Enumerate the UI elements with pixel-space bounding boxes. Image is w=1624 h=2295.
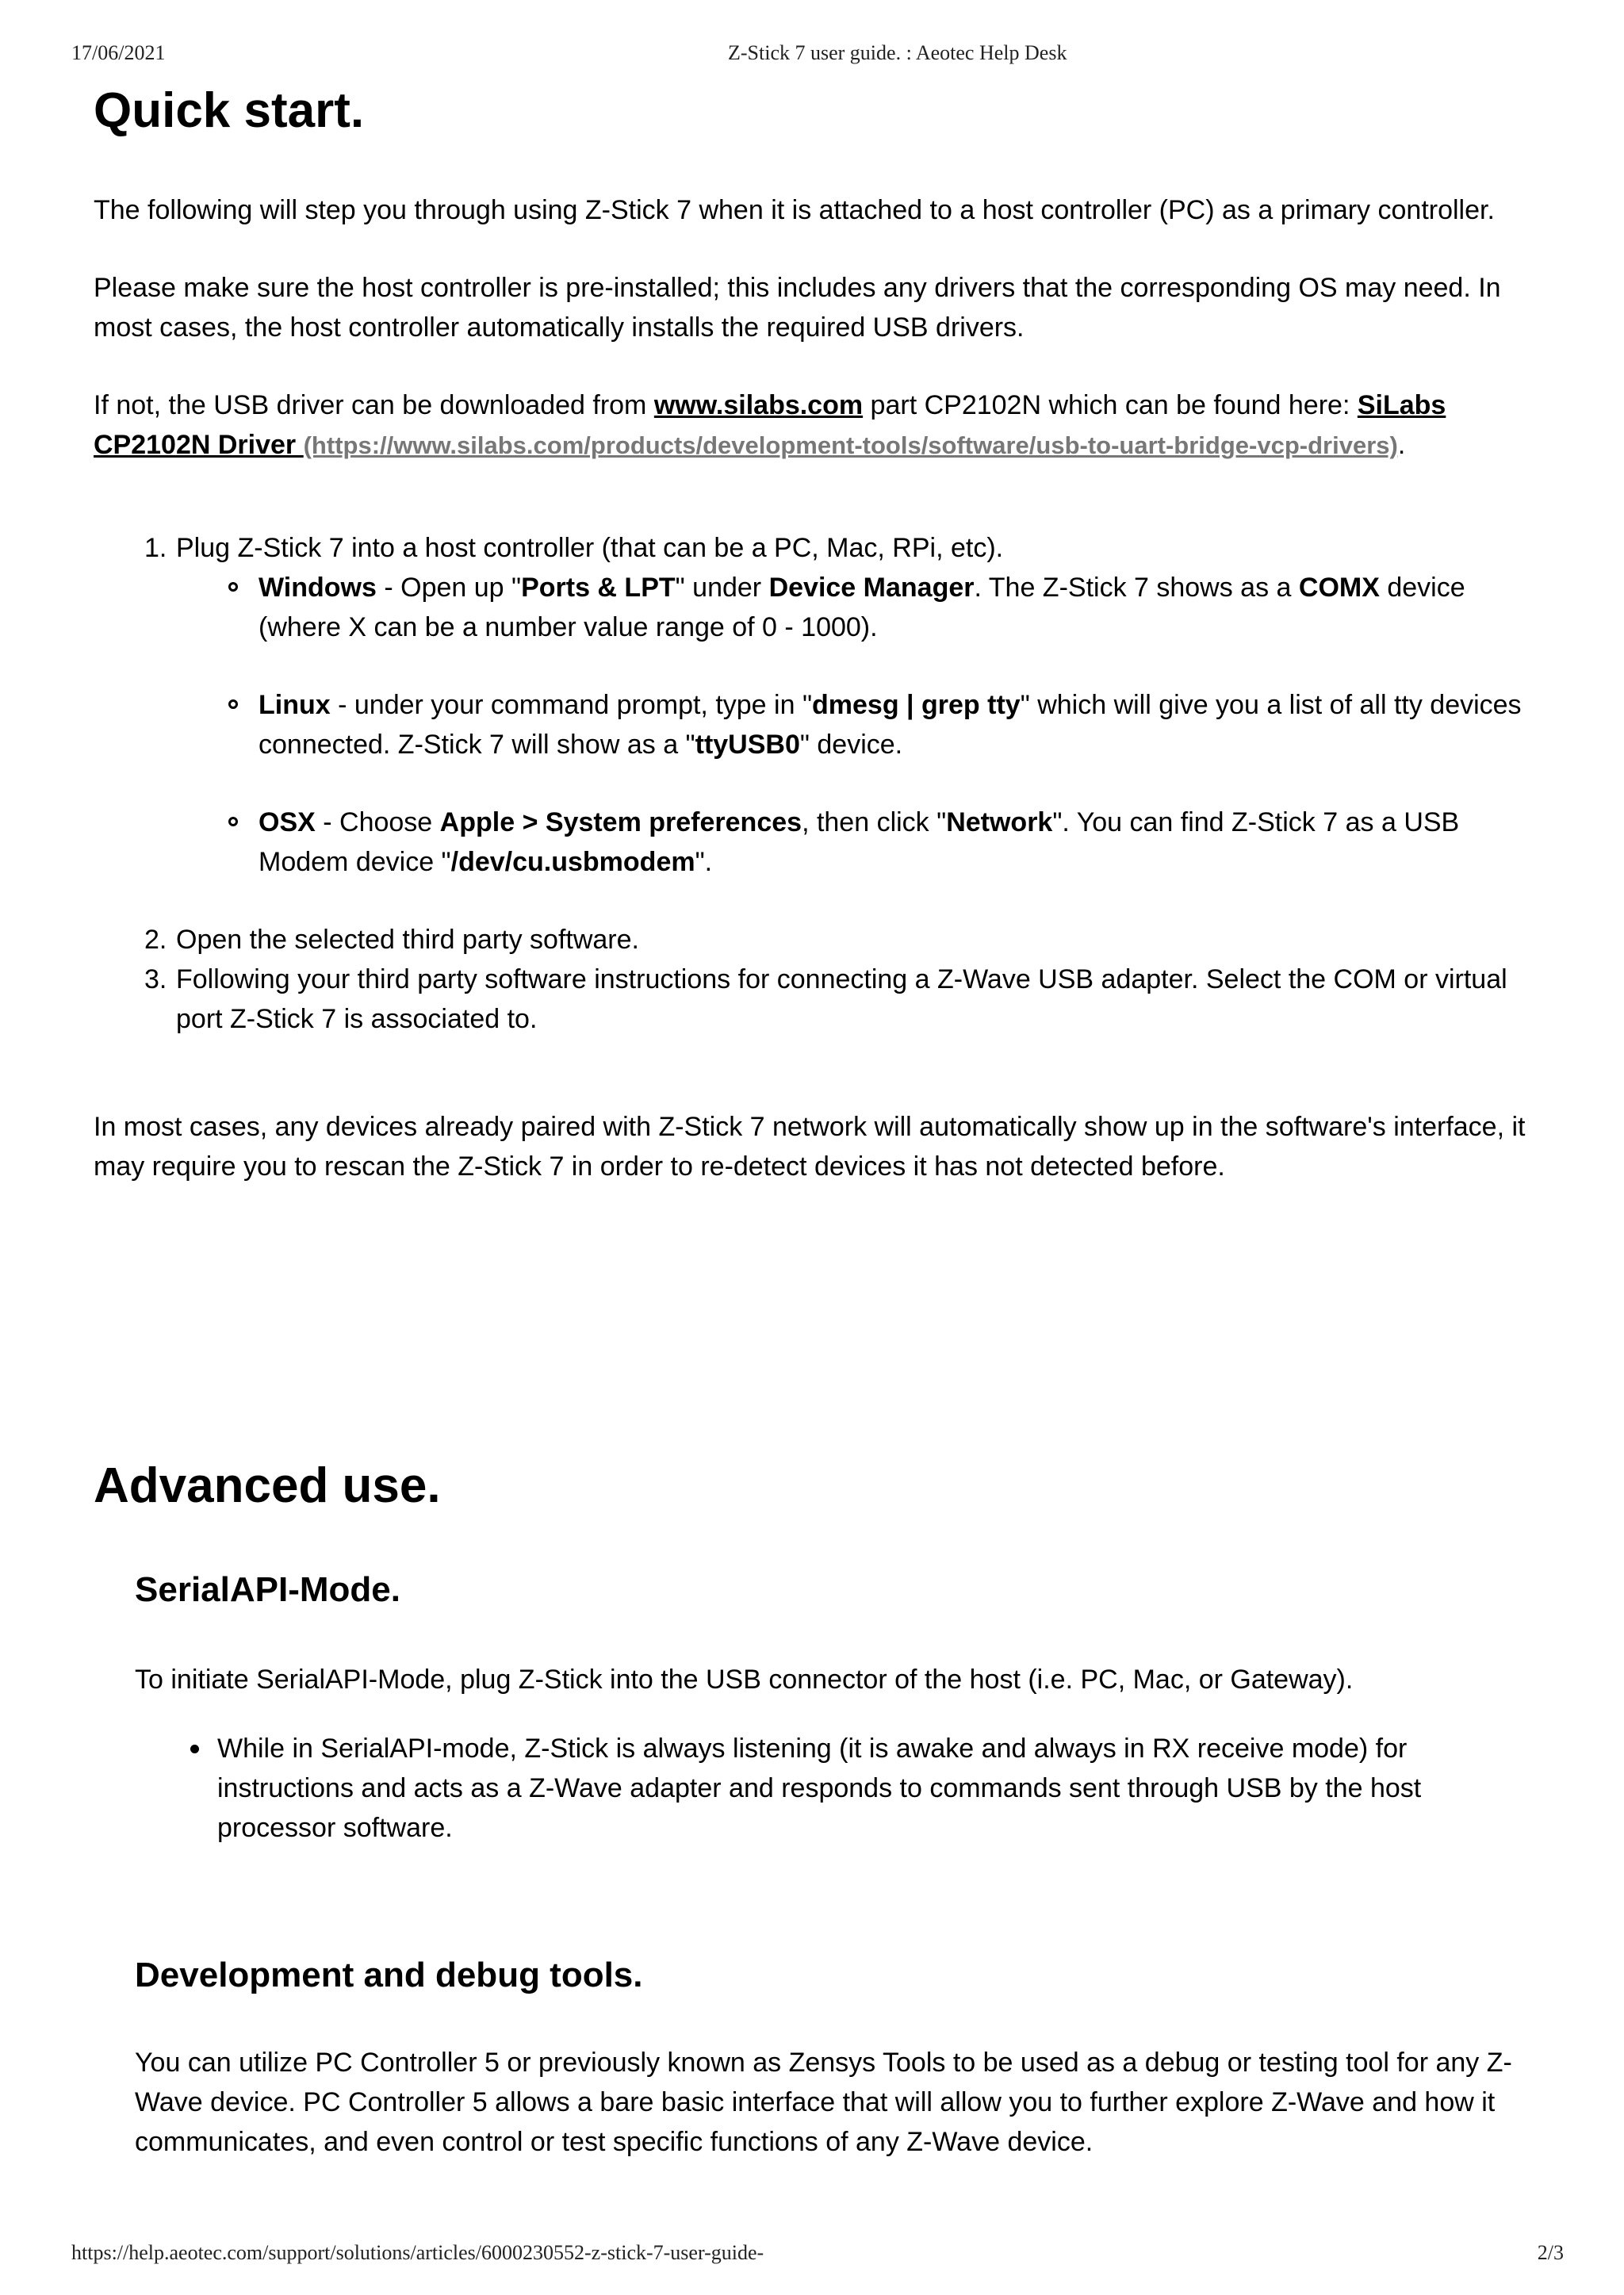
bold-term: /dev/cu.usbmodem (450, 847, 695, 877)
print-page-title: Z-Stick 7 user guide. : Aeotec Help Desk (728, 41, 1067, 64)
text: ". (695, 847, 713, 877)
bold-term: dmesg | grep tty (812, 690, 1021, 720)
text: ". You can find Z-Stick 7 as a USB Modem device " (259, 807, 1460, 877)
advanced-use-heading: Advanced use. (94, 1458, 441, 1513)
print-footer-url: https://help.aeotec.com/support/solutions/articles/6000230552-z-stick-7-user-guide- (71, 2241, 764, 2264)
os-name: Linux (259, 690, 331, 720)
dev-tools-paragraph: You can utilize PC Controller 5 or previously known as Zensys Tools to be used as a debug or testing tool for any Z-Wave device. PC Controller 5 allows a bare basic interface that will allow you to further explore Z-Wave and how it communicates, and even control or test specific functions of any Z-Wave device. (135, 2048, 1512, 2157)
text: - under your command prompt, type in " (330, 690, 813, 720)
list-item (94, 920, 1545, 960)
quick-start-heading: Quick start. (94, 83, 365, 138)
serialapi-intro: To initiate SerialAPI-Mode, plug Z-Stick into the USB connector of the host (i.e. PC, Mac, or Gateway). (135, 1665, 1354, 1695)
dev-tools-heading: Development and debug tools. (135, 1956, 643, 1994)
bold-term: Device Manager (768, 573, 975, 603)
preinstall-paragraph: Please make sure the host controller is pre-installed; this includes any drivers that the corresponding OS may need. In most cases, the host controller automatically installs the required USB drivers. (94, 273, 1501, 343)
page-number: 2/3 (1537, 2241, 1564, 2264)
text: " under (675, 573, 769, 603)
os-item-linux (176, 685, 1545, 764)
driver-suffix: . (1397, 430, 1406, 460)
text: . The Z-Stick 7 shows as a (974, 573, 1299, 603)
bullet-icon (190, 1745, 199, 1753)
quick-start-intro: The following will step you through using Z-Stick 7 when it is attached to a host controller (PC) as a primary controller. (94, 195, 1495, 225)
text: " device. (799, 730, 903, 760)
os-name: OSX (259, 807, 316, 837)
step-number: 1. (144, 533, 167, 563)
driver-prefix: If not, the USB driver can be downloaded from (94, 390, 654, 420)
os-item-osx (176, 803, 1545, 882)
text: - Open up " (376, 573, 522, 603)
bold-term: ttyUSB0 (695, 730, 800, 760)
print-date: 17/06/2021 (71, 41, 166, 64)
silabs-link[interactable]: www.silabs.com (653, 390, 864, 420)
step-number: 2. (144, 925, 167, 955)
driver-middle: part CP2102N which can be found here: (863, 390, 1358, 420)
text: - Choose (315, 807, 440, 837)
os-instructions-list (176, 568, 1545, 882)
step-text: Plug Z-Stick 7 into a host controller (that can be a PC, Mac, RPi, etc). (176, 533, 1004, 563)
silabs-driver-url[interactable]: (https://www.silabs.com/products/development-tools/software/usb-to-uart-bridge-vcp-drivers) (303, 431, 1398, 459)
step-text: Open the selected third party software. (176, 925, 639, 955)
list-item (135, 1729, 1546, 1848)
text: , then click " (802, 807, 947, 837)
silabs-driver-link[interactable]: SiLabs CP2102N Driver (94, 390, 1446, 460)
os-item-windows (176, 568, 1545, 647)
bold-term: Ports & LPT (521, 573, 676, 603)
os-name: Windows (259, 573, 377, 603)
closing-paragraph: In most cases, any devices already paired with Z-Stick 7 network will automatically show up in the software's interface, it may require you to rescan the Z-Stick 7 in order to re-detect devices it has not detected before. (94, 1112, 1526, 1182)
driver-paragraph (94, 385, 1545, 466)
circle-bullet-icon (228, 817, 238, 826)
list-item (94, 960, 1545, 1039)
circle-bullet-icon (228, 699, 238, 709)
text: " which will give you a list of all tty devices connected. Z-Stick 7 will show as a " (259, 690, 1522, 760)
serialapi-bullets (135, 1729, 1546, 1848)
step-text: Following your third party software instructions for connecting a Z-Wave USB adapter. Select the COM or virtual port Z-Stick 7 is associated to. (176, 964, 1507, 1034)
setup-steps-list (94, 528, 1545, 1039)
step-number: 3. (144, 964, 167, 994)
bold-term: Network (946, 807, 1053, 837)
serialapi-heading: SerialAPI-Mode. (135, 1570, 400, 1609)
list-item (94, 528, 1545, 882)
bullet-text: While in SerialAPI-mode, Z-Stick is always listening (it is awake and always in RX receive mode) for instructions and acts as a Z-Wave adapter and responds to commands sent through USB by the host processor software. (217, 1734, 1422, 1843)
bold-term: Apple > System preferences (439, 807, 802, 837)
bold-term: COMX (1298, 573, 1380, 603)
text: device (where X can be a number value range of 0 - 1000). (259, 573, 1465, 642)
circle-bullet-icon (228, 582, 238, 592)
